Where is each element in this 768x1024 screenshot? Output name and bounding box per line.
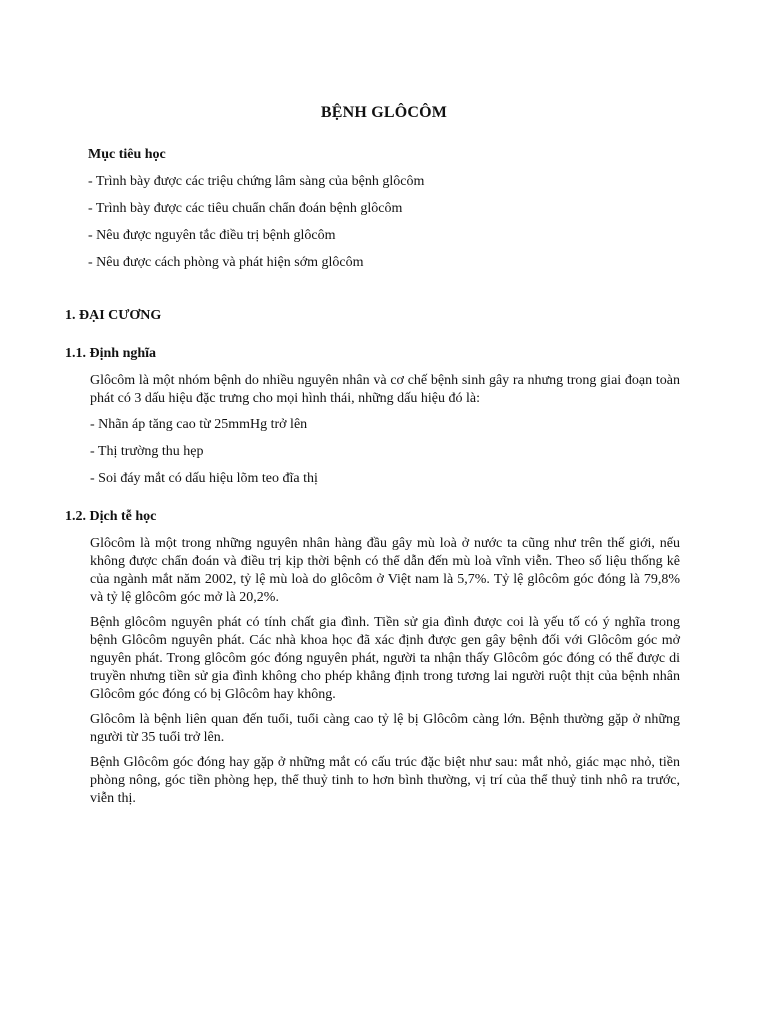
objective-item: - Trình bày được các triệu chứng lâm sàng của bệnh glôcôm [88,174,425,189]
objective-item: - Nêu được cách phòng và phát hiện sớm glôcôm [88,255,364,270]
section-heading: 1. ĐẠI CƯƠNG [65,308,162,323]
definition-bullet: - Soi đáy mắt có dấu hiệu lõm teo đĩa thị [90,471,318,486]
section-general [65,306,695,815]
definition-bullet: - Nhãn áp tăng cao từ 25mmHg trở lên [90,417,308,432]
objective-item: - Nêu được nguyên tắc điều trị bệnh glôcôm [88,228,336,243]
epidemiology-paragraph: Glôcôm là một trong những nguyên nhân hàng đầu gây mù loà ở nước ta cũng như trên thế giới, nếu không được chẩn đoán và điều trị kịp thời bệnh có thể dẫn đến mù loà vĩnh viễn. Theo số liệu thống kê của ngành mắt năm 2002, tỷ lệ mù loà do glôcôm ở Việt nam là 5,7%. Tỷ lệ glôcôm góc đóng là 79,8% và tỷ lệ glôcôm góc mở là 20,2%. [90,536,680,605]
epidemiology-paragraph: Glôcôm là bệnh liên quan đến tuổi, tuổi càng cao tỷ lệ bị Glôcôm càng lớn. Bệnh thường gặp ở những người từ 35 tuổi trở lên. [90,712,680,745]
objectives-heading: Mục tiêu học [88,147,166,162]
definition-paragraph: Glôcôm là một nhóm bệnh do nhiều nguyên nhân và cơ chế bệnh sinh gây ra nhưng trong giai đoạn toàn phát có 3 dấu hiệu đặc trưng cho mọi hình thái, những dấu hiệu đó là: [90,373,680,406]
epidemiology-paragraph: Bệnh glôcôm nguyên phát có tính chất gia đình. Tiền sử gia đình được coi là yếu tố có ý nghĩa trong bệnh Glôcôm nguyên phát. Các nhà khoa học đã xác định được gen gây bệnh đối với Glôcôm góc mở nguyên phát. Trong glôcôm góc đóng nguyên phát, người ta nhận thấy Glôcôm góc đóng có thể được di truyền nhưng tiền sử gia đình không cho phép khẳng định trong tương lai người ruột thịt của bệnh nhân Glôcôm góc đóng có bị Glôcôm hay không. [90,615,680,702]
subsection-heading-epidemiology: 1.2. Dịch tễ học [65,509,157,524]
definition-bullet: - Thị trường thu hẹp [90,444,204,459]
document-title: BỆNH GLÔCÔM [320,104,448,121]
epidemiology-paragraph: Bệnh Glôcôm góc đóng hay gặp ở những mắt có cấu trúc đặc biệt như sau: mắt nhỏ, giác mạc nhỏ, tiền phòng nông, góc tiền phòng hẹp, thể thuỷ tinh to hơn bình thường, vị trí của thể thuỷ tinh nhô ra trước, viễn thị. [90,755,680,806]
objective-item: - Trình bày được các tiêu chuẩn chẩn đoán bệnh glôcôm [88,201,403,216]
learning-objectives [88,145,688,280]
subsection-heading-definition: 1.1. Định nghĩa [65,346,157,361]
